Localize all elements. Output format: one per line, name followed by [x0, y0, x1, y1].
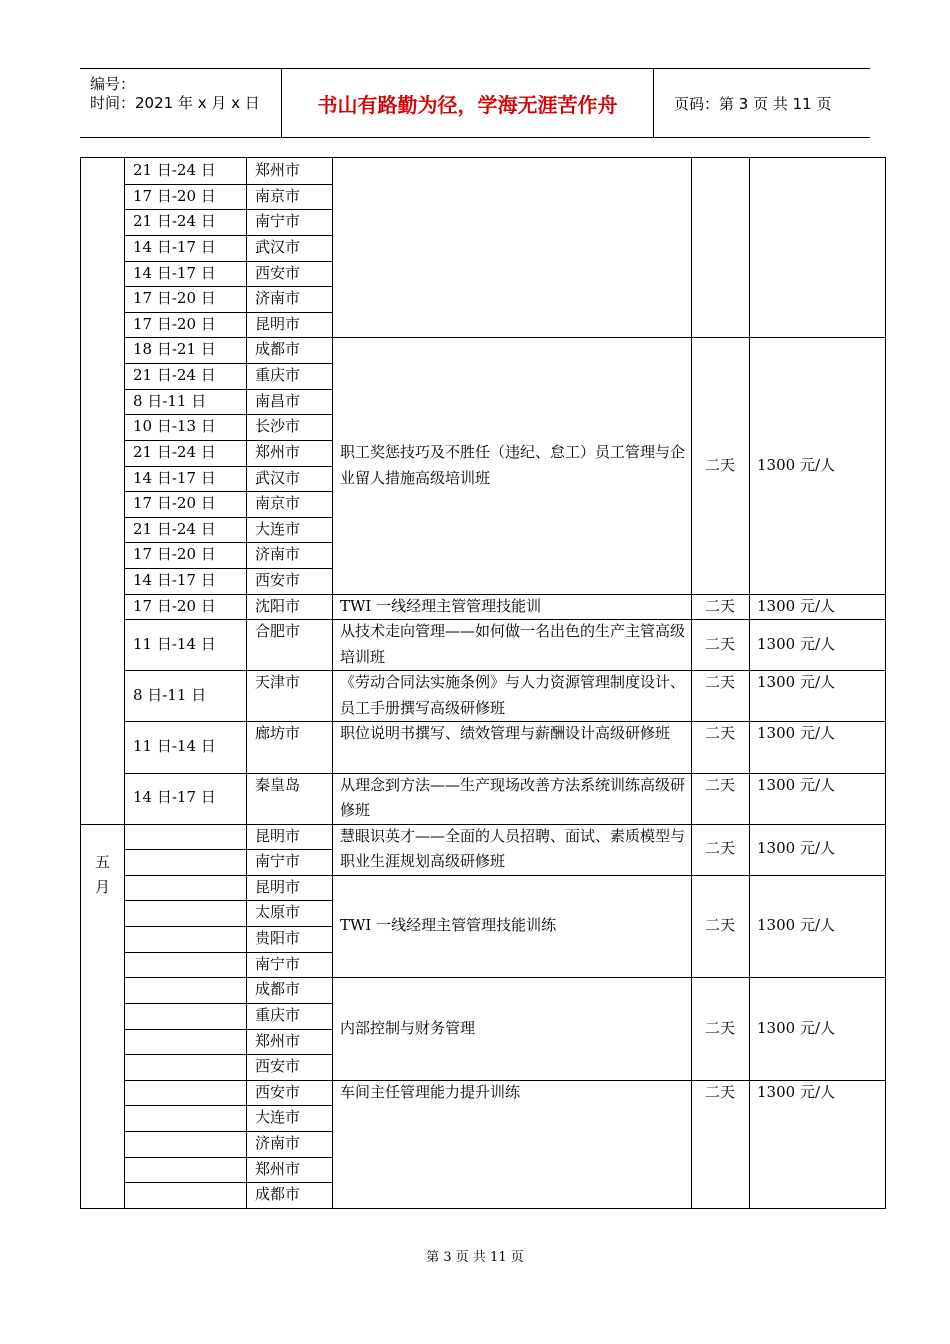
city-cell: 合肥市	[255, 622, 301, 641]
city-cell: 沈阳市	[255, 596, 301, 615]
city-cell: 太原市	[255, 903, 301, 922]
city-cell: 南京市	[255, 494, 301, 513]
date-cell: 21 日-24 日	[133, 366, 216, 385]
course-title-text: 内部控制与财务管理	[340, 1018, 476, 1037]
city-cell: 贵阳市	[255, 929, 301, 948]
date-cell: 8 日-11 日	[133, 391, 207, 410]
course-duration	[691, 158, 749, 337]
course-title-text: 从理念到方法——生产现场改善方法系统训练高级研修班	[340, 775, 686, 820]
date-cell: 17 日-20 日	[133, 289, 216, 308]
course-price: 1300 元/人	[757, 673, 835, 692]
date-cell	[124, 1182, 246, 1208]
date-cell: 21 日-24 日	[133, 212, 216, 231]
date-cell	[124, 926, 246, 952]
course-title	[332, 337, 691, 593]
city-cell: 南宁市	[255, 954, 301, 973]
course-price: 1300 元/人	[757, 839, 835, 858]
course-duration: 二天	[704, 596, 735, 615]
date-cell	[124, 824, 246, 850]
course-title-text: TWI 一线经理主管管理技能训	[340, 596, 542, 615]
city-cell: 武汉市	[255, 237, 301, 256]
date-cell: 21 日-24 日	[133, 519, 216, 538]
date-cell: 14 日-17 日	[133, 468, 216, 487]
date-cell: 17 日-20 日	[133, 186, 216, 205]
date-cell: 11 日-14 日	[133, 737, 216, 756]
date-cell	[124, 875, 246, 901]
city-cell: 昆明市	[255, 826, 301, 845]
date-cell	[124, 1131, 246, 1157]
course-title	[332, 158, 691, 337]
city-cell: 济南市	[255, 545, 301, 564]
date-cell	[124, 1080, 246, 1106]
city-cell: 重庆市	[255, 1005, 301, 1024]
date-cell: 8 日-11 日	[133, 686, 207, 705]
date-cell	[124, 1029, 246, 1055]
course-title	[332, 619, 691, 670]
city-cell: 大连市	[255, 1108, 301, 1127]
date-cell: 14 日-17 日	[133, 571, 216, 590]
city-cell: 成都市	[255, 980, 301, 999]
city-cell: 成都市	[255, 340, 301, 359]
city-cell: 成都市	[255, 1185, 301, 1204]
course-title	[332, 594, 691, 620]
date-cell: 21 日-24 日	[133, 161, 216, 179]
course-price: 1300 元/人	[757, 724, 835, 743]
page-footer: 第 3 页 共 11 页	[426, 1250, 524, 1265]
city-cell: 廊坊市	[255, 724, 301, 743]
city-cell: 秦皇岛	[255, 775, 301, 794]
course-duration: 二天	[704, 455, 735, 474]
month-label	[81, 184, 124, 824]
city-cell: 长沙市	[255, 417, 301, 436]
header-meta	[80, 69, 282, 137]
date-cell	[124, 977, 246, 1003]
course-duration: 二天	[704, 1018, 735, 1037]
date-cell: 21 日-24 日	[133, 442, 216, 461]
date-cell: 18 日-21 日	[133, 340, 216, 359]
page-label: 页码：第 3 页 共 11 页	[674, 94, 832, 113]
course-price: 1300 元/人	[757, 1082, 835, 1101]
document-time: 时间：2021 年 x 月 x 日	[90, 94, 260, 112]
city-cell: 南京市	[255, 186, 301, 205]
city-cell: 昆明市	[255, 877, 301, 896]
document-number: 编号：	[90, 75, 136, 93]
course-price: 1300 元/人	[757, 455, 835, 474]
course-price: 1300 元/人	[757, 1018, 835, 1037]
course-duration: 二天	[704, 839, 735, 858]
course-duration: 二天	[704, 916, 735, 935]
city-cell: 郑州市	[255, 1031, 301, 1050]
course-price: 1300 元/人	[757, 635, 835, 654]
course-duration: 二天	[704, 673, 735, 692]
city-cell: 郑州市	[255, 1159, 301, 1178]
city-cell: 济南市	[255, 1134, 301, 1153]
date-cell: 14 日-17 日	[133, 788, 216, 807]
course-duration: 二天	[704, 1082, 735, 1101]
date-cell: 17 日-20 日	[133, 596, 216, 615]
course-title-text: TWI 一线经理主管管理技能训练	[340, 916, 557, 935]
date-cell	[124, 900, 246, 926]
course-title	[332, 875, 691, 978]
month-char: 月	[94, 877, 110, 896]
city-cell: 天津市	[255, 673, 301, 692]
city-cell: 西安市	[255, 571, 301, 590]
city-cell: 南宁市	[255, 212, 301, 231]
month-char: 五	[94, 852, 110, 871]
city-cell: 武汉市	[255, 468, 301, 487]
course-price	[749, 158, 885, 337]
city-cell: 济南市	[255, 289, 301, 308]
date-cell	[124, 849, 246, 875]
city-cell: 西安市	[255, 1057, 301, 1076]
city-cell: 重庆市	[255, 366, 301, 385]
city-cell: 南宁市	[255, 852, 301, 871]
date-cell: 17 日-20 日	[133, 545, 216, 564]
course-duration: 二天	[704, 775, 735, 794]
city-cell: 昆明市	[255, 314, 301, 333]
course-title-text: 从技术走向管理——如何做一名出色的生产主管高级培训班	[340, 622, 686, 666]
header-page-label	[664, 69, 870, 137]
course-title-text: 职位说明书撰写、绩效管理与薪酬设计高级研修班	[340, 724, 671, 743]
date-cell: 11 日-14 日	[133, 635, 216, 654]
date-cell: 10 日-13 日	[133, 417, 216, 436]
course-title-text: 《劳动合同法实施条例》与人力资源管理制度设计、员工手册撰写高级研修班	[340, 673, 686, 717]
city-cell: 大连市	[255, 519, 301, 538]
city-cell: 西安市	[255, 263, 301, 282]
course-title	[332, 824, 691, 875]
page-header	[80, 68, 870, 138]
course-duration: 二天	[704, 724, 735, 743]
date-cell	[124, 1157, 246, 1183]
schedule-table	[80, 157, 886, 1209]
date-cell	[124, 1003, 246, 1029]
course-duration: 二天	[704, 635, 735, 654]
course-title	[332, 773, 691, 824]
course-price: 1300 元/人	[757, 775, 835, 794]
course-title-text: 职工奖惩技巧及不胜任（违纪、怠工）员工管理与企业留人措施高级培训班	[340, 442, 686, 487]
date-cell: 17 日-20 日	[133, 494, 216, 513]
course-title	[332, 721, 691, 772]
course-price: 1300 元/人	[757, 916, 835, 935]
month-label	[81, 850, 124, 1208]
course-price: 1300 元/人	[757, 596, 835, 615]
city-cell: 郑州市	[255, 442, 301, 461]
header-motto: 书山有路勤为径，学海无涯苦作舟	[282, 69, 654, 137]
course-title-text: 慧眼识英才——全面的人员招聘、面试、素质模型与职业生涯规划高级研修班	[340, 826, 686, 871]
date-cell	[124, 1105, 246, 1131]
date-cell	[124, 952, 246, 978]
date-cell: 14 日-17 日	[133, 263, 216, 282]
date-cell	[124, 1054, 246, 1080]
city-cell: 郑州市	[255, 161, 301, 179]
city-cell: 南昌市	[255, 391, 301, 410]
date-cell: 17 日-20 日	[133, 314, 216, 333]
course-title-text: 车间主任管理能力提升训练	[340, 1082, 521, 1101]
date-cell: 14 日-17 日	[133, 237, 216, 256]
course-title	[332, 670, 691, 721]
city-cell: 西安市	[255, 1082, 301, 1101]
course-title	[332, 1080, 691, 1208]
course-title	[332, 977, 691, 1080]
